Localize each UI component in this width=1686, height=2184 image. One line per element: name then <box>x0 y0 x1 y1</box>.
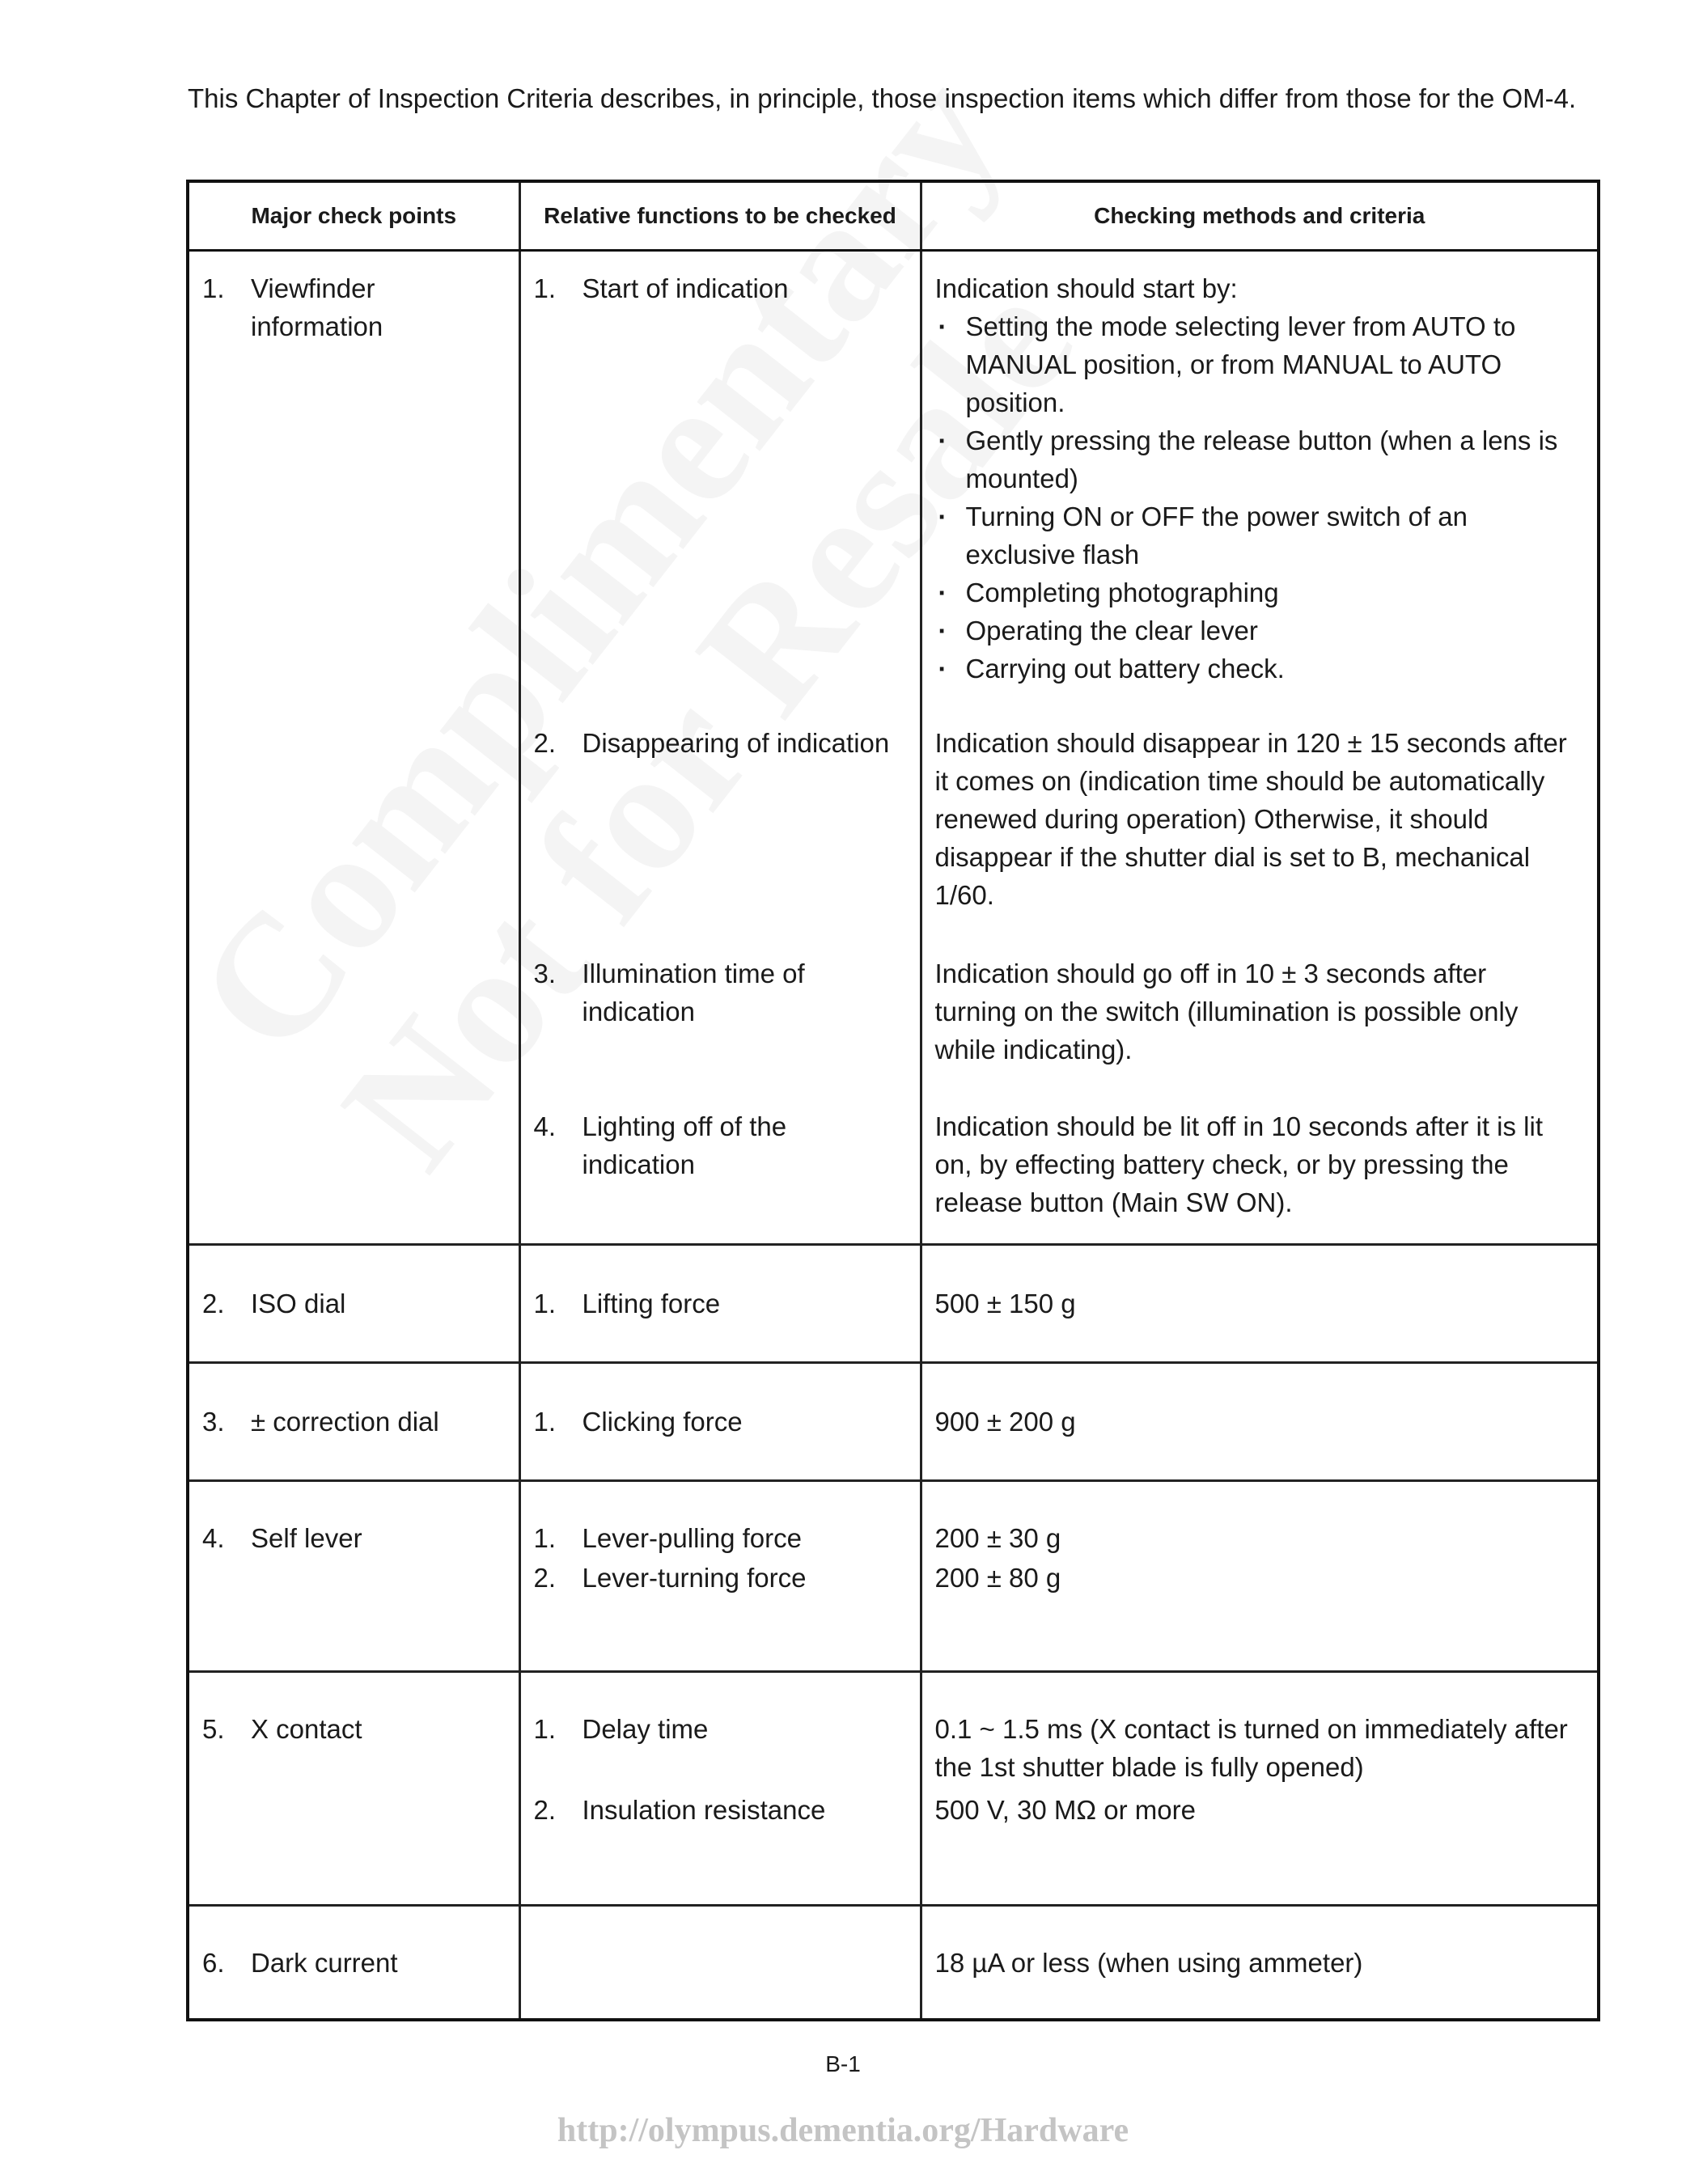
table-row <box>188 1906 1599 2021</box>
check-point-cell <box>188 1363 519 1481</box>
function-cell <box>519 1559 921 1672</box>
criteria-cell <box>921 1672 1599 1792</box>
criteria-cell <box>921 706 1599 937</box>
inspection-criteria-table <box>186 180 1600 2021</box>
function-label: Illumination time of indication <box>582 959 805 1026</box>
function-number: 1. <box>533 1407 557 1437</box>
function-number: 1. <box>533 273 557 303</box>
check-point-number: 3. <box>202 1407 225 1437</box>
check-point-label: X contact <box>251 1714 362 1744</box>
header-major-check-points: Major check points <box>188 181 519 251</box>
check-point-label: ± correction dial <box>251 1407 439 1437</box>
criteria-bullet-list <box>935 307 1574 688</box>
list-item: · Turning ON or OFF the power switch of an exclusive flash <box>935 497 1574 574</box>
function-number: 1. <box>533 1714 557 1744</box>
table-row <box>188 1363 1599 1481</box>
criteria-cell <box>921 1559 1599 1672</box>
function-number: 3. <box>533 959 557 988</box>
function-cell <box>519 1245 921 1363</box>
check-point-label: Self lever <box>251 1523 362 1553</box>
criteria-cell <box>921 1245 1599 1363</box>
function-label: Lifting force <box>582 1289 721 1318</box>
criteria-text: 18 µA or less (when using ammeter) <box>934 1948 1363 1978</box>
table-row <box>188 1481 1599 1560</box>
list-item: · Carrying out battery check. <box>935 650 1574 688</box>
check-point-number: 4. <box>202 1523 225 1553</box>
criteria-text: 200 ± 80 g <box>934 1563 1061 1593</box>
page-number: B-1 <box>825 2051 861 2076</box>
function-label: Delay time <box>582 1714 709 1744</box>
function-cell <box>519 937 921 1090</box>
function-label: Lever-turning force <box>582 1563 807 1593</box>
function-label: Clicking force <box>582 1407 743 1437</box>
criteria-cell <box>921 1090 1599 1245</box>
function-number: 1. <box>533 1523 557 1553</box>
function-label: Lighting off of the indication <box>582 1111 787 1179</box>
function-label: Insulation resistance <box>582 1795 826 1825</box>
criteria-cell <box>921 1481 1599 1560</box>
criteria-text: Indication should be lit off in 10 seconds after it is lit on, by effecting battery check, or by pressing the release button (Main SW ON). <box>934 1111 1543 1217</box>
source-url: http://olympus.dementia.org/Hardware <box>557 2112 1129 2149</box>
criteria-cell <box>921 937 1599 1090</box>
list-item: · Gently pressing the release button (when a lens is mounted) <box>935 421 1574 497</box>
criteria-text: 200 ± 30 g <box>934 1523 1061 1553</box>
check-point-label: Dark current <box>251 1948 398 1978</box>
table-row <box>188 251 1599 707</box>
criteria-cell <box>921 1906 1599 2021</box>
list-item: · Operating the clear lever <box>935 612 1574 650</box>
list-item: · Completing photographing <box>935 574 1574 612</box>
function-label: Disappearing of indication <box>582 728 890 758</box>
criteria-text: 0.1 ~ 1.5 ms (X contact is turned on immediately after the 1st shutter blade is fully opened) <box>934 1714 1568 1782</box>
check-point-number: 5. <box>202 1714 225 1744</box>
function-number: 2. <box>533 1563 557 1593</box>
function-label: Lever-pulling force <box>582 1523 802 1553</box>
check-point-label: ISO dial <box>251 1289 346 1318</box>
function-cell <box>519 706 921 937</box>
criteria-text: Indication should go off in 10 ± 3 seconds after turning on the switch (illumination is possible only while indicating). <box>934 959 1519 1064</box>
check-point-number: 1. <box>202 273 225 303</box>
criteria-cell <box>921 1791 1599 1906</box>
function-cell <box>519 1791 921 1906</box>
function-cell <box>519 1672 921 1792</box>
criteria-cell <box>921 1363 1599 1481</box>
function-cell <box>519 1481 921 1560</box>
function-number: 1. <box>533 1289 557 1318</box>
function-number: 4. <box>533 1111 557 1141</box>
function-cell <box>519 1090 921 1245</box>
header-relative-functions: Relative functions to be checked <box>519 181 921 251</box>
check-point-cell <box>188 1906 519 2021</box>
criteria-text: 500 ± 150 g <box>934 1289 1076 1318</box>
function-label: Start of indication <box>582 273 789 303</box>
table-row <box>188 1672 1599 1792</box>
table-row <box>188 1245 1599 1363</box>
check-point-label: Viewfinder information <box>251 273 383 341</box>
check-point-cell <box>188 1481 519 1672</box>
check-point-cell <box>188 1245 519 1363</box>
criteria-cell <box>921 251 1599 707</box>
check-point-cell <box>188 251 519 1245</box>
intro-paragraph: This Chapter of Inspection Criteria describes, in principle, those inspection items which differ from those for the OM-4. <box>188 83 1577 113</box>
function-number: 2. <box>533 728 557 758</box>
check-point-number: 6. <box>202 1948 225 1978</box>
check-point-cell <box>188 1672 519 1906</box>
criteria-intro: Indication should start by: <box>934 273 1238 303</box>
criteria-text: 900 ± 200 g <box>934 1407 1076 1437</box>
criteria-text: Indication should disappear in 120 ± 15 seconds after it comes on (indication time should be automatically renewed during operation) Otherwise, it should disappear if the shutter dial is set to B, mechanical 1/60. <box>934 728 1567 910</box>
function-number: 2. <box>533 1795 557 1825</box>
list-item: · Setting the mode selecting lever from AUTO to MANUAL position, or from MANUAL to AUTO position. <box>935 307 1574 421</box>
function-cell <box>519 1906 921 2021</box>
function-cell <box>519 251 921 707</box>
function-cell <box>519 1363 921 1481</box>
check-point-number: 2. <box>202 1289 225 1318</box>
header-checking-methods: Checking methods and criteria <box>921 181 1599 251</box>
criteria-text: 500 V, 30 MΩ or more <box>934 1795 1196 1825</box>
